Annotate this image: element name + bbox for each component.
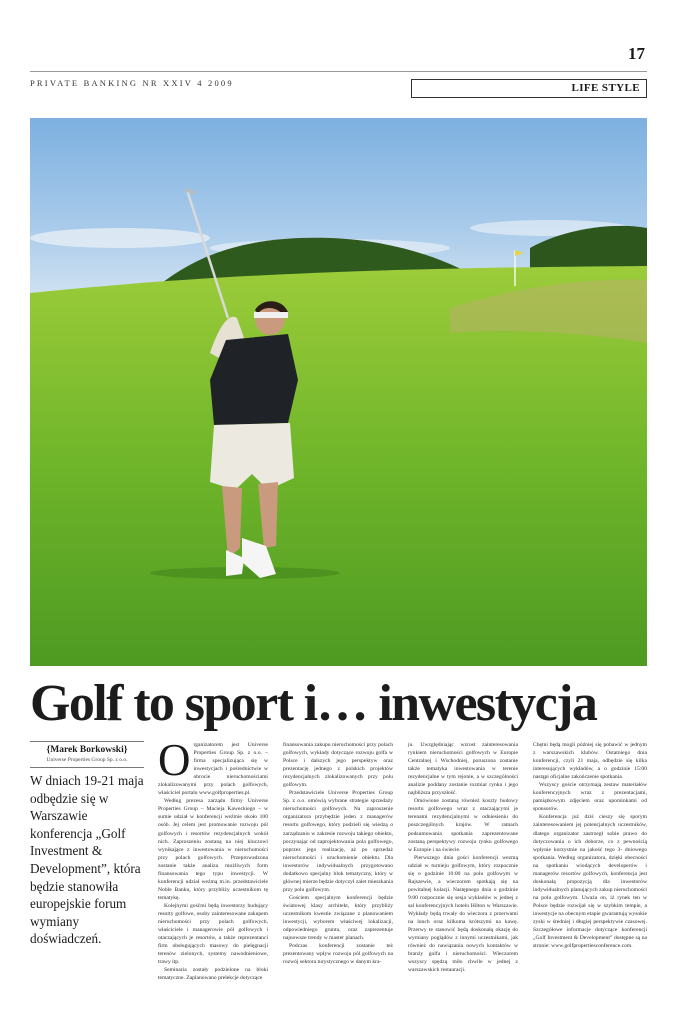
- column-1-paragraph: Według prezesa zarządu firmy Universe Properties Group – Macieja Kaweckiego – w sumie udział w konferencji weźmie około 100 osób. Jej celem jest promowanie rozwoju pól golfowych i resortów rezydencjalnych wokół nich. Zaproszeniu zostaną na niej kluczowi wynikające z inwestowania w nieruchomości przy polach golfowych. Przeprowadzona zostanie także analiza możliwych form finansowania tego typu inwestycji. W konferencji udział weźmą m.in. przedstawiciele Noble Banku, który przybliży uczestnikom tę tematykę.: [158, 798, 268, 901]
- article-column-1: [158, 735, 268, 982]
- column-1-paragraph: Kolejnymi gośćmi będą inwestorzy budujący resorty golfowe, osoby zainteresowane zakupem nieruchomości przy polach golfowych, właściciele i managerowie pól golfowych i otaczających je resortów, a także reprezentanci firm obsługujących masowy do pielęgnacji terenów zielonych, systemy nawodnieniowe, trawy itp.: [158, 902, 268, 966]
- headline: Golf to sport i… inwestycja: [30, 675, 597, 732]
- masthead-rule: [30, 71, 647, 72]
- column-2-paragraph: Gościem specjalnym konferencji będzie światowej klasy architekt, który przybliży uczestnikom kwestie związane z planowaniem inwestycji, wyborem właściwej lokalizacji, odpowiedniego gruntu, oraz zaprezentuje najnowsze trendy w master planach.: [283, 894, 393, 942]
- author-rule-bottom: [30, 767, 144, 768]
- column-3-paragraph: Pierwszego dnia gości konferencji wezmą udział w turnieju golfowym, który rozpocznie się o godzinie 10:00 na polu golfowym w Rajszewie, a wieczorem spotkają się na powitalnej kolacji. Następnego dnia o godzinie 9:00 rozpocznie się sesja wykładów w jednej z sal konferencyjnych hotelu Hilton w Warszawie. Wykłady będą trwały do wieczora z przerwami na lunch oraz kilkoma krótszymi na kawę. Przerwy te stanowić będą doskonałą okazję do wymiany poglądów z innymi uczestnikami, jak również do nawiązania nowych kontaktów w branży golfa i nieruchomości. Wieczorem wszyscy spędzą miło chwile w jednej z warszawskich restauracji.: [408, 854, 518, 974]
- column-1-paragraph: Organizatorem jest Universe Properties Group Sp. z o.o. – firma specjalizująca się w inwestycjach i pośrednictwie w obrocie nieruchomościami zlokalizowanymi przy polach golfowych, właściciel portalu www.golfproperties.pl.: [158, 735, 268, 797]
- author-company: Universe Properties Group Sp. z o.o.: [46, 757, 128, 763]
- article-column-3: [408, 741, 518, 974]
- column-2-paragraph: finansowania zakupu nieruchomości przy polach golfowych, wykłady dotyczące rozwoju golfa w Polsce i dalszych jego perspektyw oraz prezentację jednego z polskich projektów rezydencjalnych zlokalizowanych przy polu golfowym.: [283, 742, 393, 789]
- column-2-paragraph: Podczas konferencji zostanie też prezentowany wpływ rozwoju pól golfowych na rozwój sektora turystycznego w danym kra-: [283, 943, 393, 966]
- article-column-4: [533, 741, 647, 950]
- column-3-paragraph: ju. Uwzględniając wzrost zainteresowania rynkiem nieruchomości golfowych w Europie Centralnej i Wschodniej, poruszona zostanie także tematyka inwestowania w terenie rezydencjalne w tym rejonie, a w szczególności analizie poddany zostanie rozmiar rynku i jego najbliższa przyszłość.: [408, 742, 518, 797]
- masthead: PRIVATE BANKING NR XXIV 4 2009: [30, 78, 234, 88]
- golf-player-photo: [30, 118, 647, 666]
- column-4-paragraph: Wszyscy goście otrzymają zestaw materiałów konferencyjnych wraz z prezentacjami, pamiątkowym zdjęciem oraz upominkami od sponsorów.: [533, 782, 647, 813]
- lead-paragraph: W dniach 19-21 maja odbędzie się w Warszawie konferencja „Golf Investment & Development”, która będzie stanowiła europejskie forum wymiany doświadczeń.: [30, 773, 144, 947]
- column-3-paragraph: Omówione zostaną również koszty budowy resortu golfowego wraz z otaczającymi je terenami rezydencjalnymi w odniesieniu do poszczególnych krajów. W ramach podsumowania spotkania zaprezentowane zostaną perspektywy rozwoju rynku golfowego w Europie i na świecie.: [408, 798, 518, 853]
- column-4-paragraph: Chętni będą mogli później się pobawić w jednym z warszawskich klubów. Ostatniego dnia konferencji, czyli 21 maja, odbędzie się kilka interesujących wykładów, a o godzinie 15:00 nastąpi oficjalne zakończenie spotkania.: [533, 742, 647, 781]
- drop-cap: O: [158, 735, 191, 785]
- page-number: 17: [628, 44, 645, 63]
- column-4-paragraph: Konferencja już dziś cieszy się sporym zainteresowaniem jej potencjalnych uczestników, dlatego organizator zastrzegł sobie prawo do dotyczowania o ich doborze, co z pewnością wpłynie korzystnie na jakość tego 3- dniowego spotkania. Według organizatora, dzięki obecności na spotkaniu wiodących developerów i managerów resortów golfowych, konferencja jest doskonałą propozycją dla inwestorów indywidualnych planujących zakup nieruchomości na polu golfowym. Uważa on, iż rynek ten w Polsce będzie rozwijał się w szybkim tempie, a inwestycje na obecnym etapie gwarantują wysokie zyski w średniej i długiej perspektywie czasowej. Szczegółowe informacje dotyczące konferencji „Golf Investment & Development” dostępne są na stronie: www.golfpropertiesconference.com.: [533, 814, 647, 950]
- section-tag: LIFE STYLE: [411, 79, 647, 98]
- author-name: {Marek Borkowski}: [46, 745, 128, 755]
- author-rule-top: [30, 741, 144, 742]
- article-column-2: [283, 741, 393, 966]
- column-1-paragraph: Seminaria zostały podzielone na bloki tematyczne. Zaplanowano prelekcje dotyczące: [158, 967, 268, 982]
- column-2-paragraph: Przedstawiciele Universe Properties Group Sp. z o.o. omówią wybrane strategie sprzedaży nieruchomości golfowych. Na zaproszenie organizatora przybędzie jeden z managerów resortu golfowego, który podzieli się wiedzą o zarządzaniu w zakresie rozwoju takiego obiektu, poczynając od zaprojektowania pola golfowego, poprzez jego realizację, aż po sprzedaż nieruchomości i uruchomienie obiektu. Dla inwestorów indywidualnych przygotowano dodatkowo specjalny blok tematyczny, który w głównej mierze będzie dotyczył zalet mieszkania przy polu golfowym.: [283, 790, 393, 893]
- author-box: [30, 741, 144, 768]
